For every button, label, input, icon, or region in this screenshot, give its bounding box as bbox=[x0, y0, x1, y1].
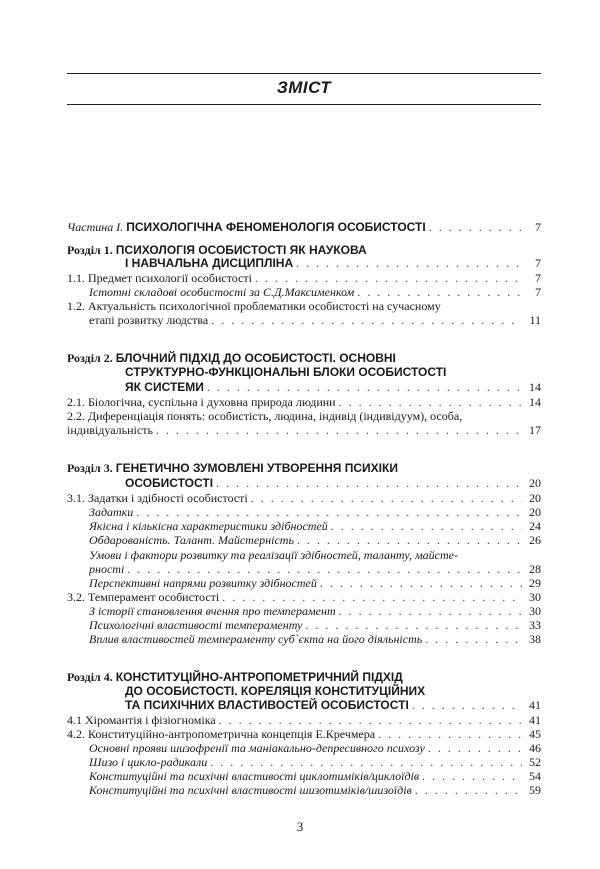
toc-entry bbox=[89, 313, 541, 327]
toc-page-ref: 24 bbox=[529, 519, 541, 533]
toc-page-ref: 33 bbox=[529, 618, 541, 632]
leader-dots bbox=[339, 395, 522, 409]
leader-dots bbox=[320, 576, 522, 590]
toc-entry-text: 1.1. Предмет психології особистості bbox=[67, 271, 253, 285]
toc-entry-text: Конституційні та психічні властивості циклотиміків/циклоїдів bbox=[89, 769, 420, 783]
leader-dots bbox=[357, 285, 522, 299]
toc-entry bbox=[89, 285, 541, 299]
toc-page-ref: 20 bbox=[529, 491, 541, 505]
toc-entry bbox=[89, 632, 541, 646]
toc-entry-text: Розділ 3. ГЕНЕТИЧНО ЗУМОВЛЕНІ УТВОРЕННЯ ПСИХІКИ bbox=[67, 461, 398, 475]
toc-entry-text: 1.2. Актуальність психологічної проблематики особистості на сучасному bbox=[67, 299, 441, 313]
toc-entry bbox=[67, 243, 541, 257]
toc-entry-text: ТА ПСИХІЧНИХ ВЛАСТИВОСТЕЙ ОСОБИСТОСТІ bbox=[125, 698, 409, 712]
leader-dots bbox=[156, 423, 522, 437]
toc-entry bbox=[67, 670, 541, 684]
toc-entry-text: Розділ 4. КОНСТИТУЦІЙНО-АНТРОПОМЕТРИЧНИЙ ПІДХІД bbox=[67, 670, 403, 684]
leader-dots bbox=[429, 220, 522, 234]
toc-entry-text: СТРУКТУРНО-ФУНКЦІОНАЛЬНІ БЛОКИ ОСОБИСТОСТІ bbox=[125, 365, 447, 379]
toc-entry bbox=[125, 476, 541, 490]
leader-dots bbox=[207, 380, 522, 394]
toc-page-ref: 28 bbox=[529, 562, 541, 576]
toc-page-ref: 38 bbox=[529, 632, 541, 646]
toc-page-ref: 46 bbox=[529, 741, 541, 755]
toc-entry bbox=[89, 576, 541, 590]
toc-page-ref: 20 bbox=[529, 505, 541, 519]
leader-dots bbox=[331, 519, 522, 533]
toc-page-ref: 52 bbox=[529, 755, 541, 769]
toc-entry bbox=[67, 271, 541, 285]
toc-page-ref: 11 bbox=[529, 313, 541, 327]
toc-entry bbox=[125, 698, 541, 712]
toc-entry bbox=[89, 562, 541, 576]
toc-entry-text: 4.1 Хіромантія і фізіогноміка bbox=[67, 713, 216, 727]
page-number: 3 bbox=[296, 819, 304, 834]
toc-entry-text: Розділ 1. ПСИХОЛОГІЯ ОСОБИСТОСТІ ЯК НАУКОВА bbox=[67, 243, 367, 257]
toc-page-ref: 41 bbox=[529, 713, 541, 727]
leader-dots bbox=[211, 313, 522, 327]
toc-page-ref: 7 bbox=[535, 271, 541, 285]
title-rule bbox=[67, 104, 541, 105]
toc-entry-text: 3.2. Темперамент особистості bbox=[67, 590, 220, 604]
toc-entry-text: Істотні складові особистості за С.Д.Максименком bbox=[89, 285, 355, 299]
toc-entry-text: ДО ОСОБИСТОСТІ. КОРЕЛЯЦІЯ КОНСТИТУЦІЙНИХ bbox=[125, 684, 426, 698]
toc-page-ref: 7 bbox=[535, 220, 541, 234]
toc-entry bbox=[89, 533, 541, 547]
toc-page-ref: 14 bbox=[529, 380, 541, 394]
toc-page-ref: 14 bbox=[529, 395, 541, 409]
toc-page-ref: 17 bbox=[529, 423, 541, 437]
top-rule bbox=[67, 73, 541, 74]
toc-entry bbox=[89, 783, 541, 797]
toc-entry-text: Якісна і кількісна характеристики здібностей bbox=[89, 519, 328, 533]
toc-entry-text: 4.2. Конституційно-антропометрична концепція Е.Кречмера bbox=[67, 727, 376, 741]
toc-entry bbox=[67, 395, 541, 409]
toc-entry bbox=[125, 380, 541, 394]
toc-entry bbox=[125, 256, 541, 270]
toc-entry-text: ЯК СИСТЕМИ bbox=[125, 380, 204, 394]
toc-page-ref: 7 bbox=[535, 285, 541, 299]
leader-dots bbox=[136, 505, 522, 519]
toc-entry-text: рності bbox=[89, 562, 125, 576]
toc-entry-text: Шизо і цикло-радикали bbox=[89, 755, 208, 769]
toc-page-ref: 54 bbox=[529, 769, 541, 783]
leader-dots bbox=[222, 590, 522, 604]
toc-entry-text: 2.1. Біологічна, суспільна і духовна природа людини bbox=[67, 395, 336, 409]
toc-entry-text: 2.2. Диференціація понять: особистість, людина, індивід (індивідуум), особа, bbox=[67, 409, 463, 423]
leader-dots bbox=[425, 632, 522, 646]
toc-entry-text: Частина І. ПСИХОЛОГІЧНА ФЕНОМЕНОЛОГІЯ ОСОБИСТОСТІ bbox=[67, 220, 426, 234]
toc-entry-text: Вплив властивостей темпераменту суб`єкта на його діяльність bbox=[89, 632, 423, 646]
toc-entry bbox=[125, 365, 541, 379]
leader-dots bbox=[251, 491, 522, 505]
toc-page-ref: 30 bbox=[529, 590, 541, 604]
leader-dots bbox=[219, 713, 522, 727]
page-title: ЗМІСТ bbox=[276, 78, 332, 97]
toc-entry bbox=[89, 505, 541, 519]
toc-entry bbox=[89, 769, 541, 783]
toc-entry-text: Розділ 2. БЛОЧНИЙ ПІДХІД ДО ОСОБИСТОСТІ. ОСНОВНІ bbox=[67, 351, 396, 365]
toc-page-ref: 29 bbox=[529, 576, 541, 590]
leader-dots bbox=[296, 256, 522, 270]
toc-page-ref: 20 bbox=[529, 476, 541, 490]
toc-entry bbox=[67, 409, 541, 423]
toc-entry-text: Конституційні та психічні властивості шизотиміків/шизоїдів bbox=[89, 783, 412, 797]
leader-dots bbox=[255, 271, 522, 285]
toc-entry bbox=[89, 519, 541, 533]
toc-entry-text: 3.1. Задатки і здібності особистості bbox=[67, 491, 248, 505]
toc-entry bbox=[67, 220, 541, 234]
toc-entry bbox=[89, 604, 541, 618]
leader-dots bbox=[428, 741, 522, 755]
leader-dots bbox=[415, 783, 522, 797]
toc-entry bbox=[67, 590, 541, 604]
toc-page-ref: 26 bbox=[529, 533, 541, 547]
toc-entry-text: З історії становлення вчення про темперамент bbox=[89, 604, 336, 618]
toc-entry bbox=[89, 618, 541, 632]
leader-dots bbox=[305, 618, 522, 632]
toc-entry bbox=[67, 299, 541, 313]
toc-page-ref: 7 bbox=[535, 256, 541, 270]
toc-entry bbox=[67, 491, 541, 505]
toc-entry bbox=[89, 741, 541, 755]
toc-entry bbox=[89, 548, 541, 562]
leader-dots bbox=[297, 533, 522, 547]
toc-entry bbox=[67, 423, 541, 437]
leader-dots bbox=[378, 727, 522, 741]
leader-dots bbox=[339, 604, 522, 618]
leader-dots bbox=[210, 755, 522, 769]
toc-entry-text: Задатки bbox=[89, 505, 134, 519]
leader-dots bbox=[216, 476, 522, 490]
leader-dots bbox=[412, 698, 522, 712]
toc-entry-text: етапі розвитку людства bbox=[89, 313, 209, 327]
toc-page-ref: 41 bbox=[529, 698, 541, 712]
toc-entry bbox=[67, 461, 541, 475]
toc-page-ref: 30 bbox=[529, 604, 541, 618]
leader-dots bbox=[127, 562, 522, 576]
leader-dots bbox=[422, 769, 522, 783]
toc-page-ref: 59 bbox=[529, 783, 541, 797]
toc-page-ref: 45 bbox=[529, 727, 541, 741]
toc-entry bbox=[67, 713, 541, 727]
toc-entry bbox=[67, 727, 541, 741]
toc-entry-text: індивідуальність bbox=[67, 423, 153, 437]
toc-entry-text: І НАВЧАЛЬНА ДИСЦИПЛІНА bbox=[125, 256, 294, 270]
toc-entry bbox=[67, 351, 541, 365]
toc-entry-text: Психологічні властивості темпераменту bbox=[89, 618, 303, 632]
toc-entry-text: ОСОБИСТОСТІ bbox=[125, 476, 214, 490]
toc-entry bbox=[89, 755, 541, 769]
toc-entry-text: Основні прояви шизофренії та маніакально-депресивного психозу bbox=[89, 741, 425, 755]
toc-entry-text: Перспективні напрями розвитку здібностей bbox=[89, 576, 317, 590]
toc-entry bbox=[125, 684, 541, 698]
toc-entry-text: Умови і фактори розвитку та реалізації здібностей, таланту, майсте- bbox=[89, 548, 458, 562]
toc-entry-text: Обдарованість. Талант. Майстерність bbox=[89, 533, 294, 547]
